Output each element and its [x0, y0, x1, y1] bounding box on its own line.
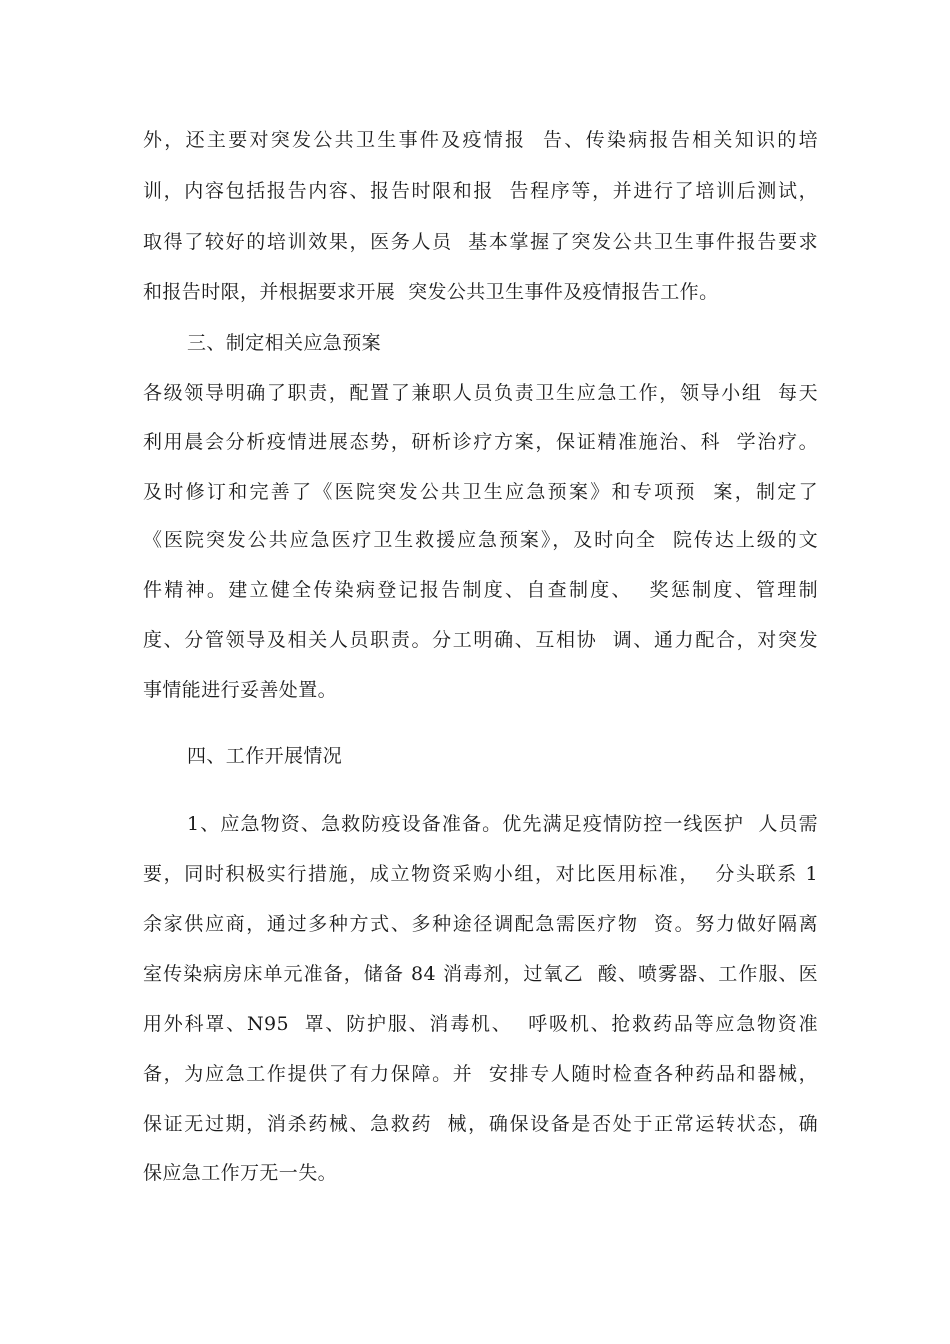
paragraph-3-line: 余家供应商，通过多种方式、多种途径调配急需医疗物 资。努力做好隔离 [143, 913, 818, 935]
paragraph-2-line: 各级领导明确了职责，配置了兼职人员负责卫生应急工作，领导小组 每天 [143, 382, 818, 404]
paragraph-3-line: 保应急工作万无一失。 [143, 1162, 338, 1184]
paragraph-2-line: 事情能进行妥善处置。 [143, 679, 338, 701]
paragraph-2-line: 及时修订和完善了《医院突发公共卫生应急预案》和专项预 案，制定了 [143, 481, 818, 503]
paragraph-3-line: 室传染病房床单元准备，储备 84 消毒剂，过氧乙 酸、喷雾器、工作服、医 [143, 963, 818, 985]
paragraph-3-line: 用外科罩、N95 罩、防护服、消毒机、 呼吸机、抢救药品等应急物资准 [143, 1013, 818, 1035]
paragraph-2-line: 利用晨会分析疫情进展态势，研析诊疗方案，保证精准施治、科 学治疗。 [143, 431, 818, 453]
paragraph-2-line: 《医院突发公共应急医疗卫生救援应急预案》，及时向全 院传达上级的文 [143, 529, 818, 551]
paragraph-3-line: 备，为应急工作提供了有力保障。并 安排专人随时检查各种药品和器械， [143, 1063, 818, 1085]
paragraph-1-line: 和报告时限，并根据要求开展 突发公共卫生事件及疫情报告工作。 [143, 281, 719, 303]
paragraph-1-line: 取得了较好的培训效果，医务人员 基本掌握了突发公共卫生事件报告要求 [143, 231, 818, 253]
paragraph-3-line: 保证无过期，消杀药械、急救药 械，确保设备是否处于正常运转状态，确 [143, 1113, 818, 1135]
paragraph-3-line: 要，同时积极实行措施，成立物资采购小组，对比医用标准， 分头联系 1 [143, 863, 818, 885]
paragraph-1-line: 外，还主要对突发公共卫生事件及疫情报 告、传染病报告相关知识的培 [143, 129, 818, 151]
paragraph-3-line: 1、应急物资、急救防疫设备准备。优先满足疫情防控一线医护 人员需 [187, 813, 818, 835]
section-4-heading: 四、工作开展情况 [187, 745, 343, 767]
paragraph-2-line: 件精神。建立健全传染病登记报告制度、自查制度、 奖惩制度、管理制 [143, 579, 818, 601]
paragraph-2-line: 度、分管领导及相关人员职责。分工明确、互相协 调、通力配合，对突发 [143, 629, 818, 651]
paragraph-1-line: 训，内容包括报告内容、报告时限和报 告程序等，并进行了培训后测试， [143, 180, 818, 202]
section-3-heading: 三、制定相关应急预案 [187, 332, 382, 354]
